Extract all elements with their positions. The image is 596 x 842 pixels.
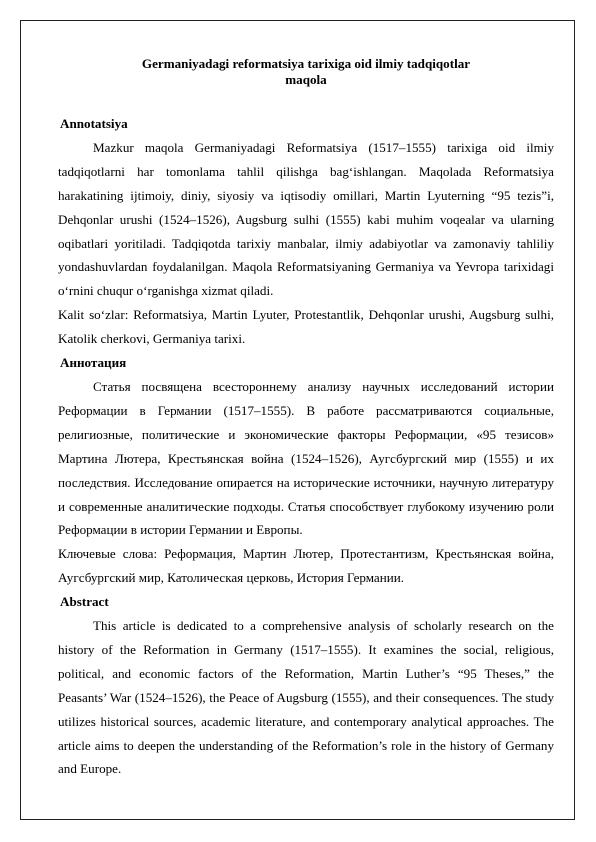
title-line-2: maqola (285, 72, 327, 87)
ru-abstract-body: Статья посвящена всестороннему анализу научных исследований истории Реформации в Германии (1517–1555). В работе рассматриваются социальные, религиозные, политические и экономические факторы Реформации, «95 тезисов» Мартина Лютера, Крестьянская война (1524–1526), Аугсбургский мир (1555) и их последствия. Исследование опирается на исторические источники, научную литературу и современные аналитические подходы. Статья способствует глубокому изучению роли Реформации в истории Германии и Европы. (58, 378, 554, 538)
uz-keywords: Kalit so‘zlar: Reformatsiya, Martin Lyuter, Protestantlik, Dehqonlar urushi, Augsburg sulhi, Katolik cherkovi, Germaniya tarixi. (58, 307, 554, 347)
ru-keywords: Ключевые слова: Реформация, Мартин Лютер, Протестантизм, Крестьянская война, Аугсбургский мир, Католическая церковь, История Германии. (58, 546, 554, 586)
title-line-1: Germaniyadagi reformatsiya tarixiga oid ilmiy tadqiqotlar (141, 56, 471, 71)
en-abstract-heading: Abstract (60, 594, 109, 610)
uz-abstract-body: Mazkur maqola Germaniyadagi Reformatsiya (1517–1555) tarixiga oid ilmiy tadqiqotlarni har tomonlama tahlil qilishga bag‘ishlangan. Maqolada Reformatsiya harakatining ijtimoiy, diniy, siyosiy va iqtisodiy omillari, Martin Lyuterning “95 tezis”i, Dehqonlar urushi (1524–1526), Augsburg sulhi (1555) kabi muhim voqealar va ularning oqibatlari yoritiladi. Tadqiqotda tarixiy manbalar, ilmiy adabiyotlar va zamonaviy tahliliy yondashuvlardan foydalanilgan. Maqola Reformatsiyaning Germaniya va Yevropa tarixidagi o‘rnini chuqur o‘rganishga xizmat qiladi. (58, 139, 554, 299)
en-abstract-body: This article is dedicated to a comprehensive analysis of scholarly research on the history of the Reformation in Germany (1517–1555). It examines the social, religious, political, and economic factors of the Reformation, Martin Luther’s “95 Theses,” the Peasants’ War (1524–1526), the Peace of Augsburg (1555), and their consequences. The study utilizes historical sources, academic literature, and contemporary analytical approaches. The article aims to deepen the understanding of the Reformation’s role in the history of Germany and Europe. (58, 618, 554, 777)
ru-abstract-heading: Аннотация (60, 355, 127, 371)
document-content (58, 56, 554, 781)
uz-abstract-heading: Annotatsiya (60, 116, 128, 131)
article-title (58, 56, 554, 88)
